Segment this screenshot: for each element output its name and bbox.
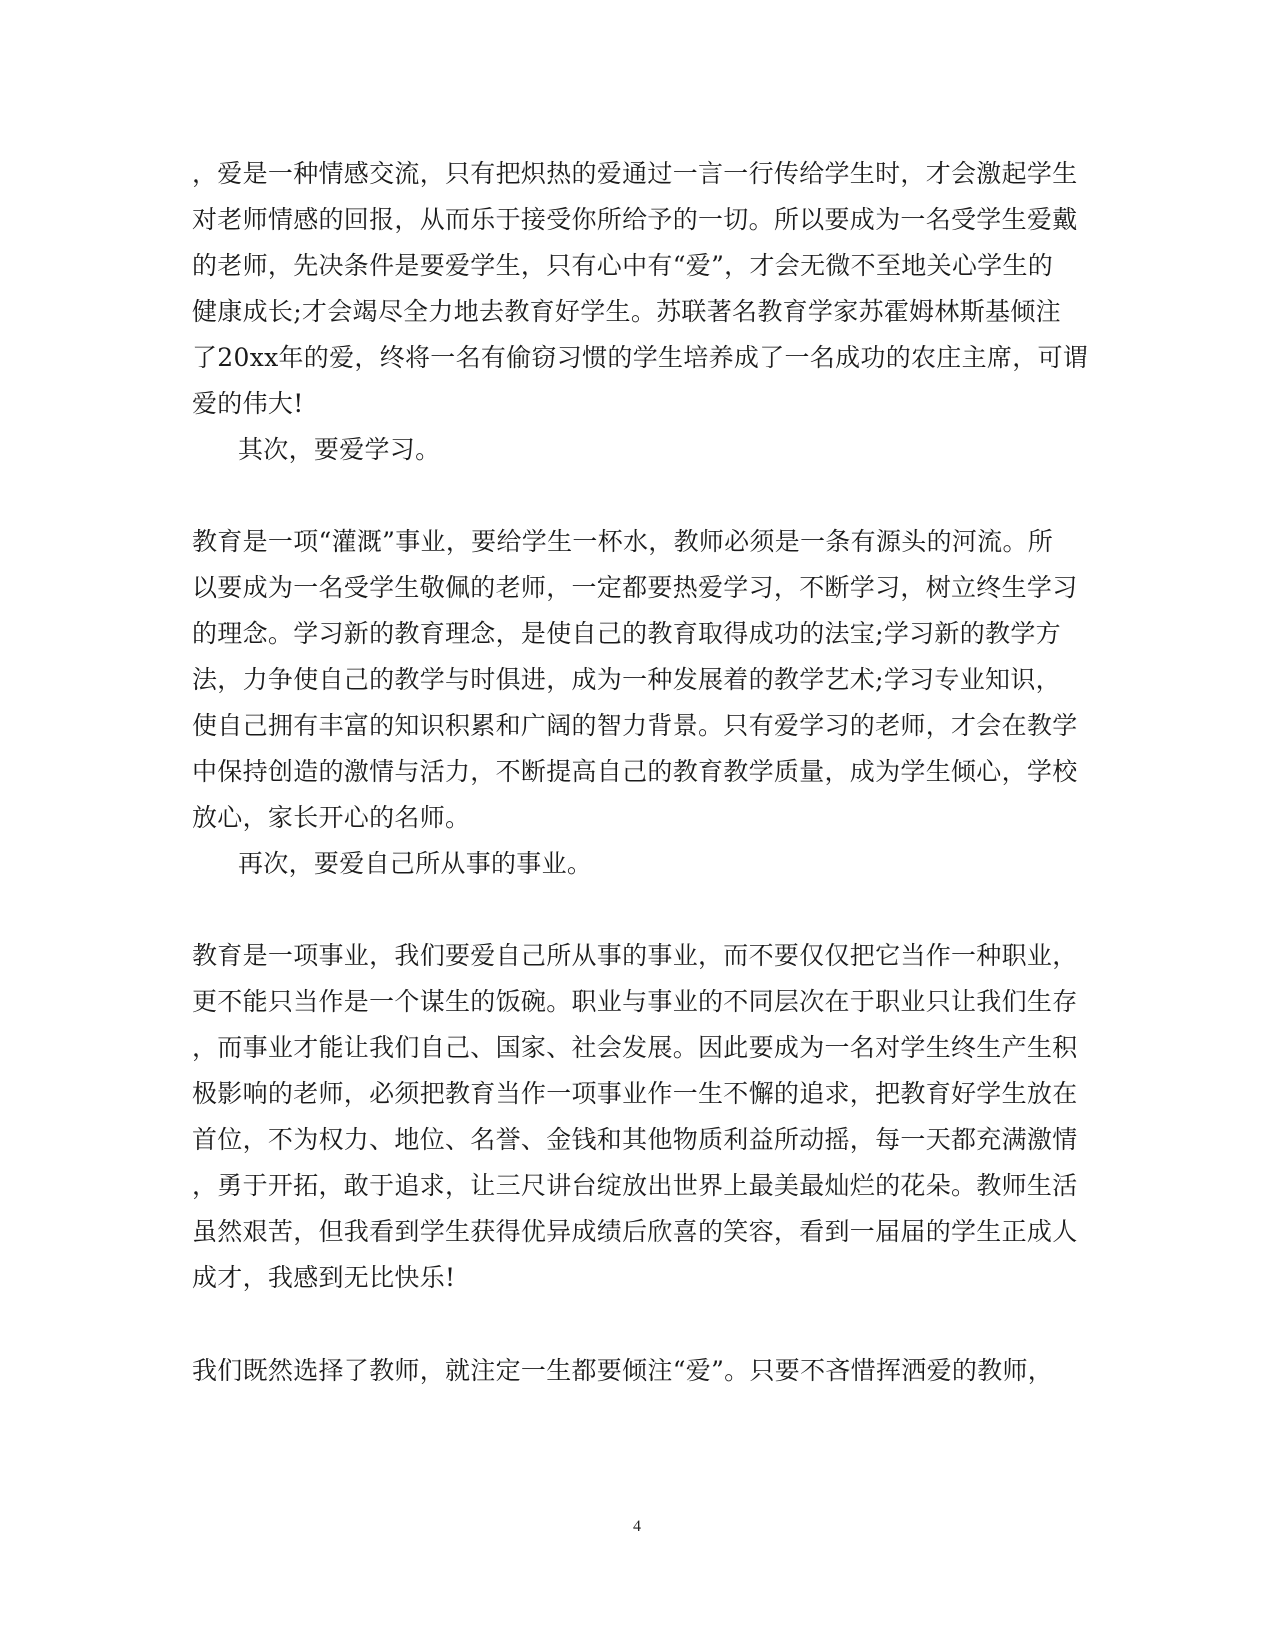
text-line: 的老师，先决条件是要爱学生，只有心中有“爱”，才会无微不至地关心学生的 [192,251,1054,280]
text-line: 了20xx年的爱，终将一名有偷窃习惯的学生培养成了一名成功的农庄主席，可谓 [192,343,1089,372]
text-line: 我们既然选择了教师，就注定一生都要倾注“爱”。只要不吝惜挥洒爱的教师， [192,1356,1054,1385]
text-line: 成才，我感到无比快乐! [192,1263,456,1292]
text-line: 爱的伟大! [192,389,304,418]
text-line: 法，力争使自己的教学与时俱进，成为一种发展着的教学艺术;学习专业知识， [192,665,1061,694]
text-line: ，爱是一种情感交流，只有把炽热的爱通过一言一行传给学生时，才会激起学生 [192,159,1078,188]
text-line: 的理念。学习新的教育理念，是使自己的教育取得成功的法宝;学习新的教学方 [192,619,1061,648]
text-line: 以要成为一名受学生敬佩的老师，一定都要热爱学习，不断学习，树立终生学习 [192,573,1078,602]
text-line: 教育是一项“灌溉”事业，要给学生一杯水，教师必须是一条有源头的河流。所 [192,527,1054,556]
section-heading: 其次，要爱学习。 [238,435,441,464]
section-heading: 再次，要爱自己所从事的事业。 [238,849,593,878]
text-line: 使自己拥有丰富的知识积累和广阔的智力背景。只有爱学习的老师，才会在教学 [192,711,1078,740]
text-line: 放心，家长开心的名师。 [192,803,471,832]
text-line: 首位，不为权力、地位、名誉、金钱和其他物质利益所动摇，每一天都充满激情 [192,1125,1078,1154]
text-line: 极影响的老师，必须把教育当作一项事业作一生不懈的追求，把教育好学生放在 [192,1079,1078,1108]
text-line: 更不能只当作是一个谋生的饭碗。职业与事业的不同层次在于职业只让我们生存 [192,987,1078,1016]
text-line: 虽然艰苦，但我看到学生获得优异成绩后欣喜的笑容，看到一届届的学生正成人 [192,1217,1078,1246]
text-line: 教育是一项事业，我们要爱自己所从事的事业，而不要仅仅把它当作一种职业， [192,941,1078,970]
text-line: 对老师情感的回报，从而乐于接受你所给予的一切。所以要成为一名受学生爱戴 [192,205,1078,234]
page-number: 4 [633,1518,641,1535]
text-line: ，而事业才能让我们自己、国家、社会发展。因此要成为一名对学生终生产生积 [192,1033,1078,1062]
text-line: 健康成长;才会竭尽全力地去教育好学生。苏联著名教育学家苏霍姆林斯基倾注 [192,297,1061,326]
text-line: ，勇于开拓，敢于追求，让三尺讲台绽放出世界上最美最灿烂的花朵。教师生活 [192,1171,1078,1200]
text-line: 中保持创造的激情与活力，不断提高自己的教育教学质量，成为学生倾心，学校 [192,757,1078,786]
